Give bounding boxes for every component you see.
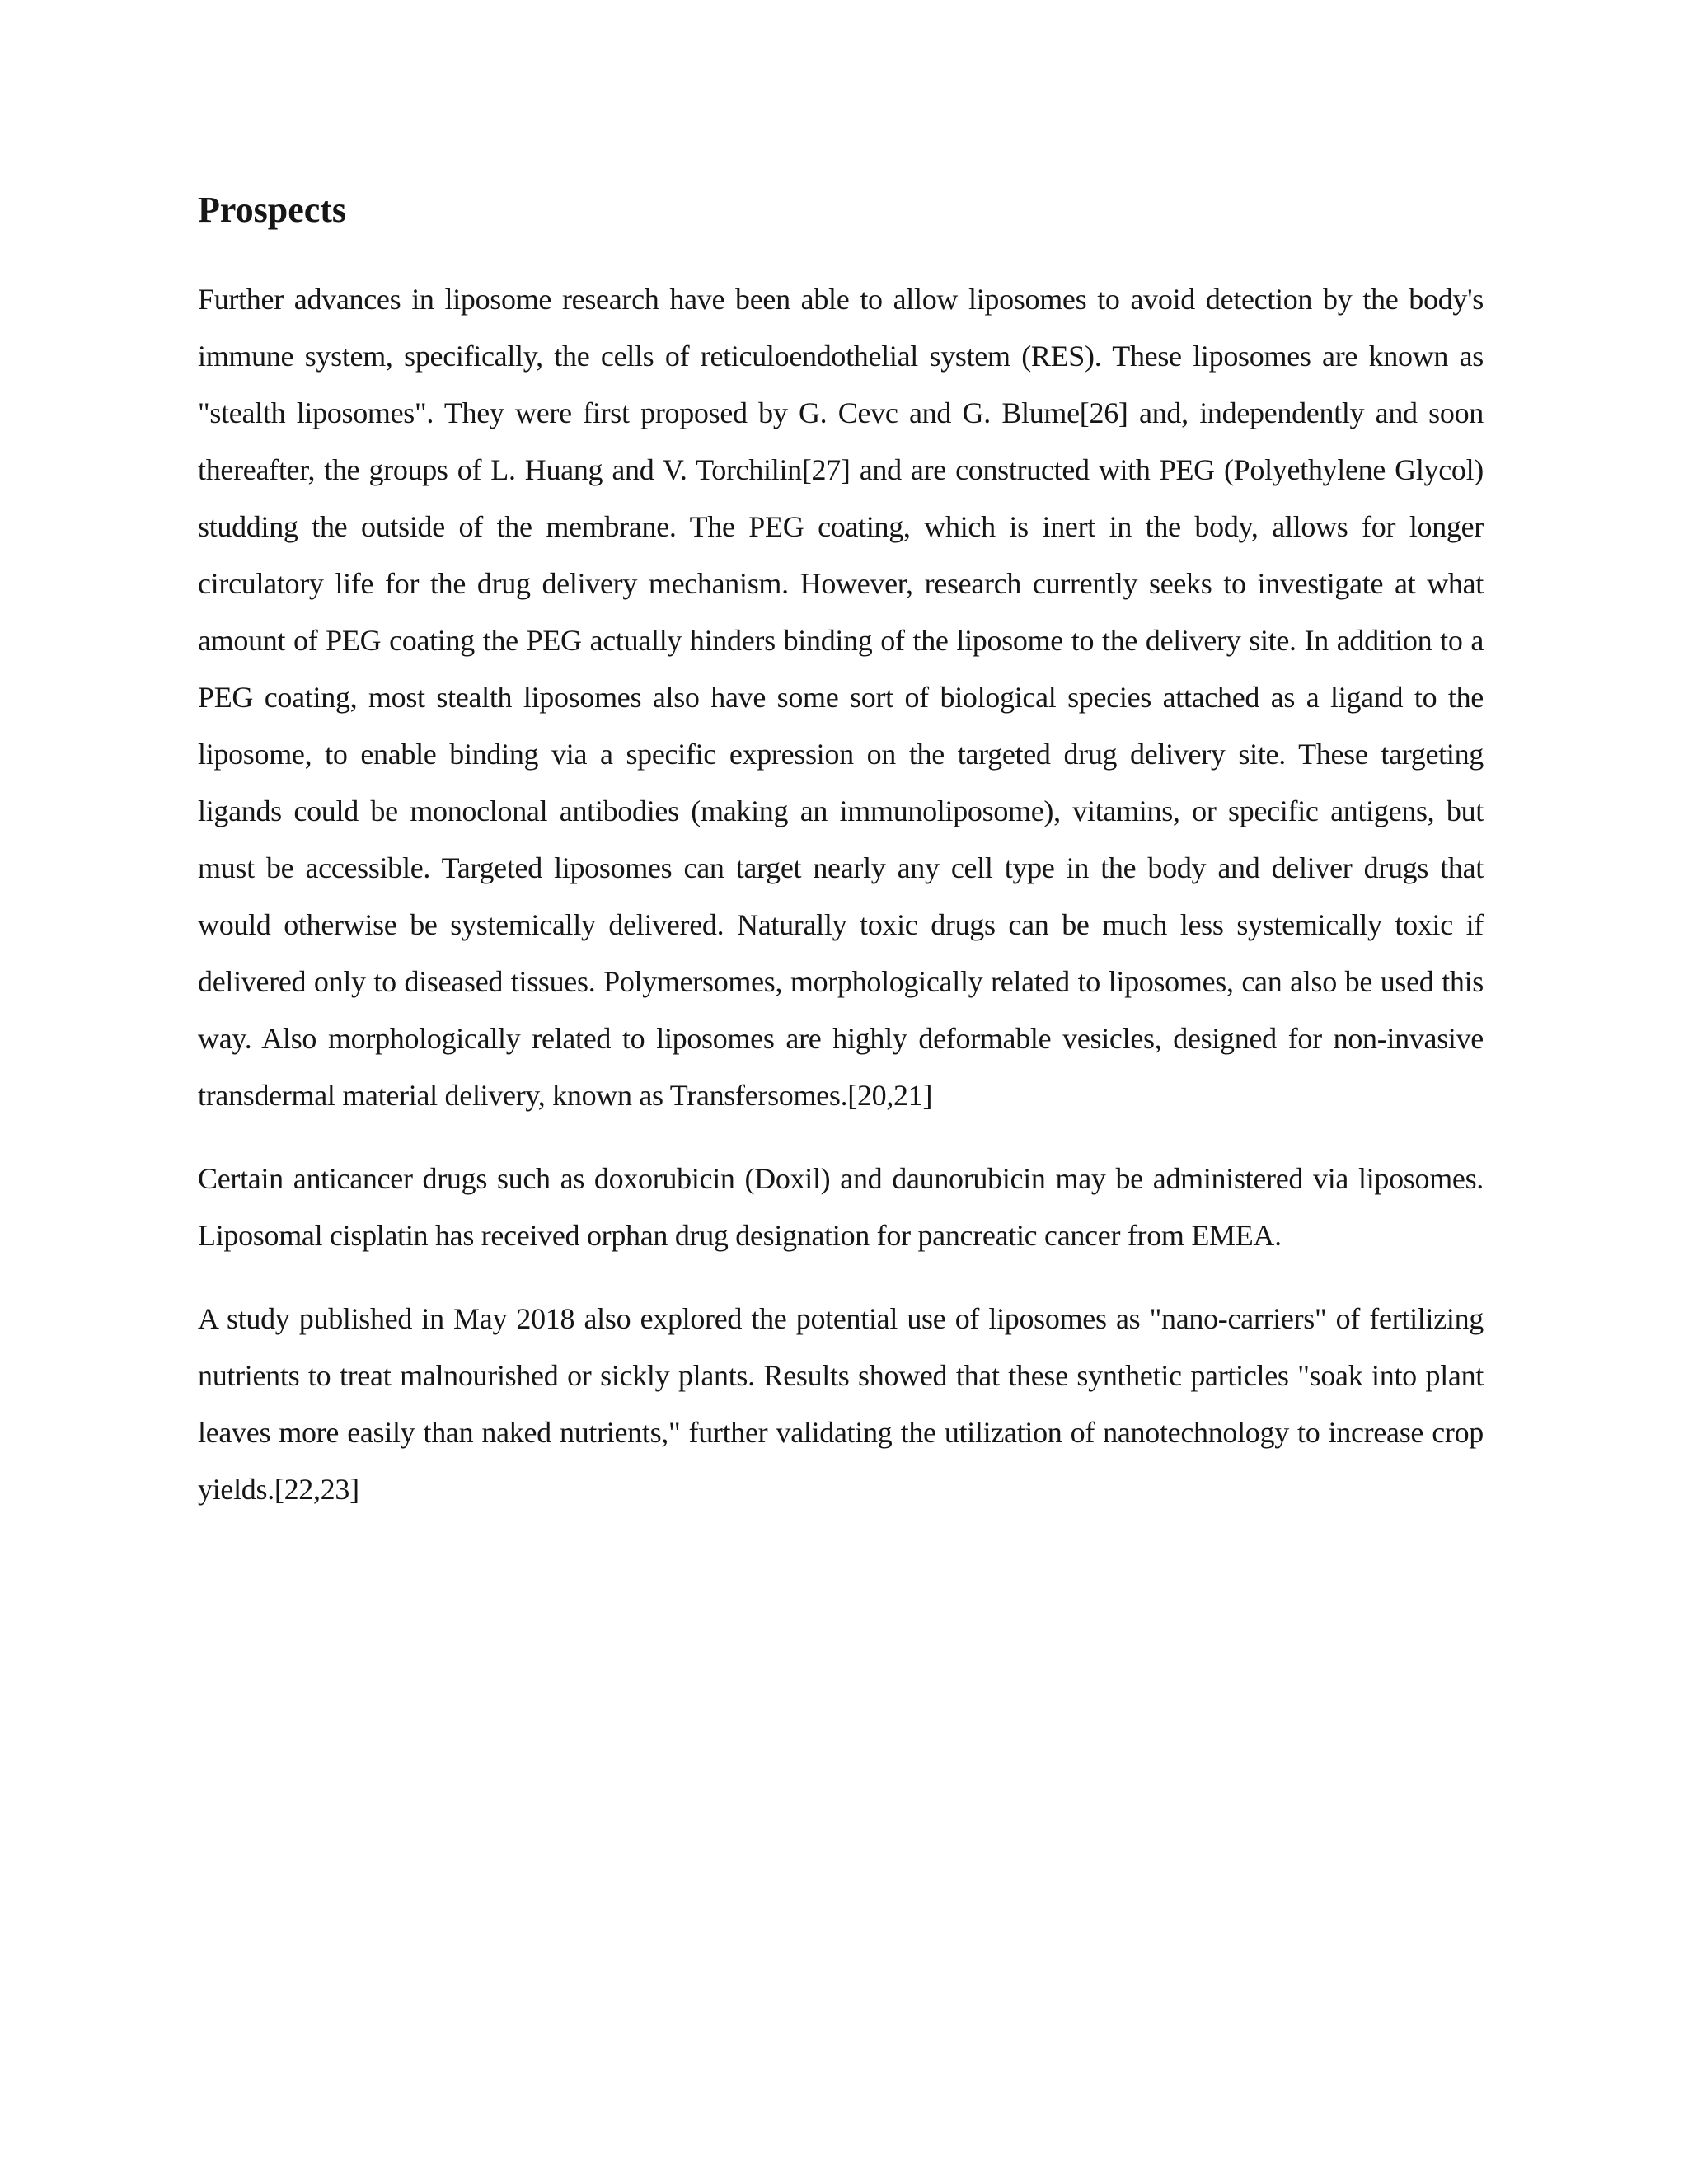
document-body	[198, 185, 1484, 1544]
section-heading: Prospects	[198, 190, 347, 230]
paragraph-stealth-liposomes: Further advances in liposome research have been able to allow liposomes to avoid detection by the body's immune system, specifically, the cells of reticuloendothelial system (RES). These liposomes are known as "stealth liposomes". They were first proposed by G. Cevc and G. Blume[26] and, independently and soon thereafter, the groups of L. Huang and V. Torchilin[27] and are constructed with PEG (Polyethylene Glycol) studding the outside of the membrane. The PEG coating, which is inert in the body, allows for longer circulatory life for the drug delivery mechanism. However, research currently seeks to investigate at what amount of PEG coating the PEG actually hinders binding of the liposome to the delivery site. In addition to a PEG coating, most stealth liposomes also have some sort of biological species attached as a ligand to the liposome, to enable binding via a specific expression on the targeted drug delivery site. These targeting ligands could be monoclonal antibodies (making an immunoliposome), vitamins, or specific antigens, but must be accessible. Targeted liposomes can target nearly any cell type in the body and deliver drugs that would otherwise be systemically delivered. Naturally toxic drugs can be much less systemically toxic if delivered only to diseased tissues. Polymersomes, morphologically related to liposomes, can also be used this way. Also morphologically related to liposomes are highly deformable vesicles, designed for non-invasive transdermal material delivery, known as Transfersomes.[20,21]	[198, 283, 1484, 1112]
paragraph-anticancer-drugs: Certain anticancer drugs such as doxorubicin (Doxil) and daunorubicin may be administered via liposomes. Liposomal cisplatin has received orphan drug designation for pancreatic cancer from EMEA.	[198, 1162, 1484, 1252]
paragraph-plant-nutrients: A study published in May 2018 also explored the potential use of liposomes as "nano-carriers" of fertilizing nutrients to treat malnourished or sickly plants. Results showed that these synthetic particles "soak into plant leaves more easily than naked nutrients," further validating the utilization of nanotechnology to increase crop yields.[22,23]	[198, 1302, 1484, 1506]
